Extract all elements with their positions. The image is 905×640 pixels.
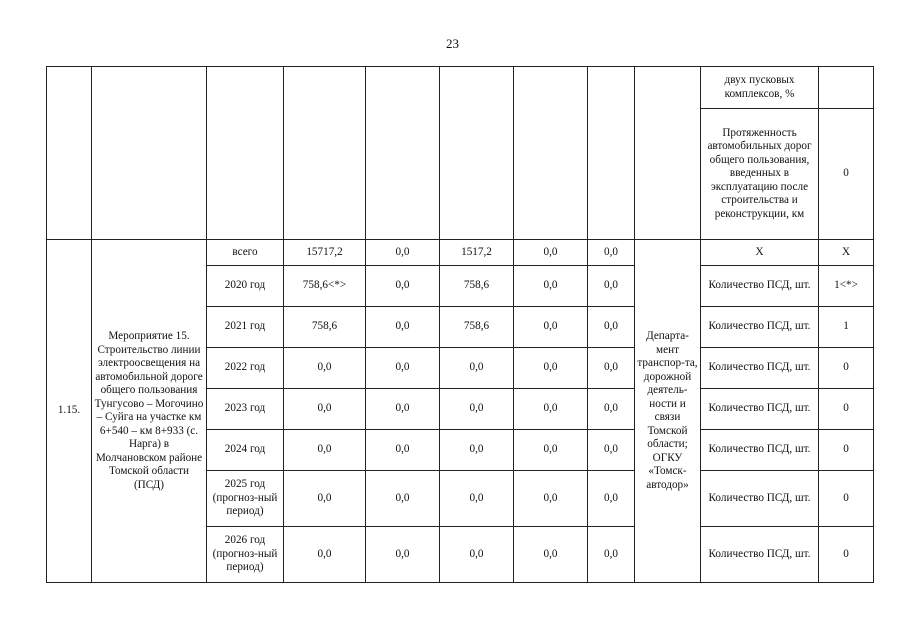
local-cell: 0,0 bbox=[514, 430, 588, 471]
other-cell: 0,0 bbox=[588, 389, 635, 430]
local-cell: 0,0 bbox=[514, 471, 588, 527]
empty-cell bbox=[284, 67, 366, 240]
local-cell: 0,0 bbox=[514, 240, 588, 266]
period-cell: 2024 год bbox=[207, 430, 284, 471]
period-cell: всего bbox=[207, 240, 284, 266]
local-cell: 0,0 bbox=[514, 266, 588, 307]
empty-cell bbox=[635, 67, 701, 240]
local-cell: 0,0 bbox=[514, 307, 588, 348]
regional-cell: 0,0 bbox=[440, 389, 514, 430]
other-cell: 0,0 bbox=[588, 430, 635, 471]
program-table bbox=[46, 66, 874, 583]
regional-cell: 758,6 bbox=[440, 266, 514, 307]
empty-cell bbox=[440, 67, 514, 240]
federal-cell: 0,0 bbox=[366, 471, 440, 527]
federal-cell: 0,0 bbox=[366, 389, 440, 430]
period-cell: 2022 год bbox=[207, 348, 284, 389]
other-cell: 0,0 bbox=[588, 471, 635, 527]
value-cell: 1 bbox=[819, 307, 874, 348]
table-row bbox=[47, 240, 874, 266]
value-cell: 0 bbox=[819, 348, 874, 389]
indicator-cell: Количество ПСД, шт. bbox=[701, 430, 819, 471]
period-cell: 2023 год bbox=[207, 389, 284, 430]
other-cell: 0,0 bbox=[588, 348, 635, 389]
indicator-cell: Количество ПСД, шт. bbox=[701, 307, 819, 348]
federal-cell: 0,0 bbox=[366, 266, 440, 307]
measure-title: Мероприятие 15. Строительство линии электроосвещения на автомобильной дороге общего пользования Тунгусово – Могочино – Суйга на участке км 6+540 – км 8+933 (с. Нарга) в Молчановском районе Томской области (ПСД) bbox=[92, 240, 207, 583]
empty-cell bbox=[588, 67, 635, 240]
period-cell: 2026 год (прогноз-ный период) bbox=[207, 527, 284, 583]
regional-cell: 0,0 bbox=[440, 527, 514, 583]
indicator-cell: двух пусковых комплексов, % bbox=[701, 67, 819, 109]
other-cell: 0,0 bbox=[588, 266, 635, 307]
empty-cell bbox=[366, 67, 440, 240]
value-cell bbox=[819, 67, 874, 109]
indicator-cell: Количество ПСД, шт. bbox=[701, 389, 819, 430]
period-cell: 2020 год bbox=[207, 266, 284, 307]
page-number: 23 bbox=[446, 36, 459, 51]
regional-cell: 758,6 bbox=[440, 307, 514, 348]
indicator-cell: Количество ПСД, шт. bbox=[701, 348, 819, 389]
total-cell: 0,0 bbox=[284, 348, 366, 389]
indicator-cell: Протяженность автомобильных дорог общего пользования, введенных в эксплуатацию после строительства и реконструкции, км bbox=[701, 109, 819, 240]
empty-cell bbox=[47, 67, 92, 240]
executor-cell: Департа-мент транспор-та, дорожной деятель-ности и связи Томской области; ОГКУ «Томск-автодор» bbox=[635, 240, 701, 583]
total-cell: 0,0 bbox=[284, 471, 366, 527]
indicator-cell: Х bbox=[701, 240, 819, 266]
federal-cell: 0,0 bbox=[366, 348, 440, 389]
value-cell: 0 bbox=[819, 471, 874, 527]
federal-cell: 0,0 bbox=[366, 527, 440, 583]
value-cell: 0 bbox=[819, 389, 874, 430]
total-cell: 0,0 bbox=[284, 430, 366, 471]
measure-number: 1.15. bbox=[47, 240, 92, 583]
regional-cell: 0,0 bbox=[440, 430, 514, 471]
value-cell: 0 bbox=[819, 430, 874, 471]
regional-cell: 0,0 bbox=[440, 348, 514, 389]
indicator-cell: Количество ПСД, шт. bbox=[701, 527, 819, 583]
total-cell: 758,6 bbox=[284, 307, 366, 348]
total-cell: 0,0 bbox=[284, 389, 366, 430]
continued-row bbox=[47, 67, 874, 109]
value-cell: 0 bbox=[819, 527, 874, 583]
other-cell: 0,0 bbox=[588, 307, 635, 348]
regional-cell: 1517,2 bbox=[440, 240, 514, 266]
regional-cell: 0,0 bbox=[440, 471, 514, 527]
federal-cell: 0,0 bbox=[366, 240, 440, 266]
indicator-cell: Количество ПСД, шт. bbox=[701, 266, 819, 307]
federal-cell: 0,0 bbox=[366, 307, 440, 348]
total-cell: 758,6<*> bbox=[284, 266, 366, 307]
indicator-cell: Количество ПСД, шт. bbox=[701, 471, 819, 527]
empty-cell bbox=[207, 67, 284, 240]
local-cell: 0,0 bbox=[514, 527, 588, 583]
value-cell: Х bbox=[819, 240, 874, 266]
period-cell: 2021 год bbox=[207, 307, 284, 348]
empty-cell bbox=[92, 67, 207, 240]
other-cell: 0,0 bbox=[588, 527, 635, 583]
period-cell: 2025 год (прогноз-ный период) bbox=[207, 471, 284, 527]
value-cell: 1<*> bbox=[819, 266, 874, 307]
local-cell: 0,0 bbox=[514, 348, 588, 389]
total-cell: 15717,2 bbox=[284, 240, 366, 266]
local-cell: 0,0 bbox=[514, 389, 588, 430]
value-cell: 0 bbox=[819, 109, 874, 240]
federal-cell: 0,0 bbox=[366, 430, 440, 471]
other-cell: 0,0 bbox=[588, 240, 635, 266]
empty-cell bbox=[514, 67, 588, 240]
total-cell: 0,0 bbox=[284, 527, 366, 583]
